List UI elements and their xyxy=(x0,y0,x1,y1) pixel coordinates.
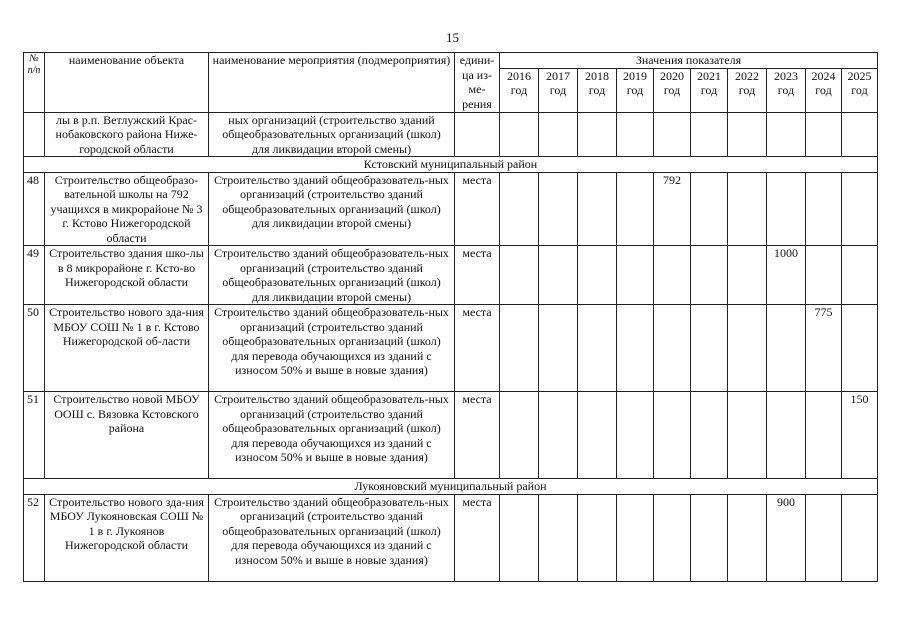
year-value xyxy=(806,392,842,479)
year-value xyxy=(767,392,806,479)
year-value xyxy=(500,392,539,479)
table-row xyxy=(24,305,878,392)
row-num: 49 xyxy=(24,246,45,305)
year-value xyxy=(539,392,578,479)
year-value xyxy=(806,172,842,246)
year-value xyxy=(728,172,767,246)
year-value xyxy=(654,305,691,392)
year-value xyxy=(654,246,691,305)
header-values-group: Значения показателя xyxy=(500,53,878,69)
year-value xyxy=(617,392,654,479)
year-value xyxy=(578,494,617,581)
year-value xyxy=(500,172,539,246)
year-value xyxy=(728,305,767,392)
continuation-row xyxy=(24,112,878,157)
event-name: Строительство зданий общеобразователь-ных организаций (строительство зданий общеобразовательных организаций (школ) для ликвидации второй смены) xyxy=(209,172,455,246)
year-value xyxy=(806,246,842,305)
year-value xyxy=(578,392,617,479)
year-value xyxy=(617,305,654,392)
page-number: 15 xyxy=(446,30,459,45)
object-name: лы в р.п. Ветлужский Крас-нобаковского района Ниже-городской области xyxy=(45,112,209,157)
unit: места xyxy=(455,172,500,246)
unit: места xyxy=(455,494,500,581)
year-value xyxy=(500,494,539,581)
year-value xyxy=(842,305,878,392)
object-name: Строительство здания шко-лы в 8 микрорайоне г. Ксто-во Нижегородской области xyxy=(45,246,209,305)
table-row xyxy=(24,494,878,581)
header-year: 2016 год xyxy=(500,68,539,112)
object-name: Строительство новой МБОУ ООШ с. Вязовка Кстовского района xyxy=(45,392,209,479)
year-value xyxy=(691,392,728,479)
year-value xyxy=(842,494,878,581)
header-unit: едини-ца из-ме-рения xyxy=(455,53,500,113)
section-title: Лукояновский муниципальный район xyxy=(24,479,878,495)
unit: места xyxy=(455,305,500,392)
year-value xyxy=(654,392,691,479)
year-value xyxy=(691,305,728,392)
year-value xyxy=(617,172,654,246)
header-year: 2020 год xyxy=(654,68,691,112)
event-name: Строительство зданий общеобразователь-ных организаций (строительство зданий общеобразовательных организаций (школ) для перевода обучающихся из зданий с износом 50% и выше в новые здания) xyxy=(209,494,455,581)
year-value xyxy=(539,305,578,392)
year-value xyxy=(578,305,617,392)
year-value xyxy=(578,172,617,246)
year-value xyxy=(654,494,691,581)
unit: места xyxy=(455,246,500,305)
year-value xyxy=(691,172,728,246)
year-value xyxy=(728,494,767,581)
year-value: 900 xyxy=(767,494,806,581)
year-value: 1000 xyxy=(767,246,806,305)
year-value xyxy=(539,246,578,305)
header-year: 2018 год xyxy=(578,68,617,112)
row-num xyxy=(24,112,45,157)
year-value xyxy=(691,494,728,581)
header-num: № п/п xyxy=(24,53,45,113)
table-row xyxy=(24,172,878,246)
event-name: ных организаций (строительство зданий общеобразовательных организаций (школ) для ликвидации второй смены) xyxy=(209,112,455,157)
row-num: 50 xyxy=(24,305,45,392)
year-value xyxy=(578,246,617,305)
year-value: 775 xyxy=(806,305,842,392)
object-name: Строительство нового зда-ния МБОУ Лукояновская СОШ № 1 в г. Лукоянов Нижегородской области xyxy=(45,494,209,581)
section-row xyxy=(24,157,878,173)
year-value xyxy=(842,246,878,305)
table-row xyxy=(24,246,878,305)
section-title: Кстовский муниципальный район xyxy=(24,157,878,173)
object-name: Строительство нового зда-ния МБОУ СОШ № 1 в г. Кстово Нижегородской об-ласти xyxy=(45,305,209,392)
row-num: 51 xyxy=(24,392,45,479)
header-year: 2023 год xyxy=(767,68,806,112)
header-year: 2017 год xyxy=(539,68,578,112)
year-value: 792 xyxy=(654,172,691,246)
year-value xyxy=(806,494,842,581)
event-name: Строительство зданий общеобразователь-ных организаций (строительство зданий общеобразовательных организаций (школ) для перевода обучающихся из зданий с износом 50% и выше в новые здания) xyxy=(209,392,455,479)
section-row xyxy=(24,479,878,495)
header-object: наименование объекта xyxy=(45,53,209,113)
event-name: Строительство зданий общеобразователь-ных организаций (строительство зданий общеобразовательных организаций (школ) для перевода обучающихся из зданий с износом 50% и выше в новые здания) xyxy=(209,305,455,392)
unit xyxy=(455,112,500,157)
year-value xyxy=(691,246,728,305)
header-event: наименование мероприятия (подмероприятия) xyxy=(209,53,455,113)
year-value xyxy=(500,246,539,305)
indicators-table xyxy=(23,52,878,582)
row-num: 52 xyxy=(24,494,45,581)
header-year: 2025 год xyxy=(842,68,878,112)
table-row xyxy=(24,392,878,479)
year-value xyxy=(617,494,654,581)
header-year: 2022 год xyxy=(728,68,767,112)
year-value xyxy=(767,305,806,392)
year-value xyxy=(842,172,878,246)
object-name: Строительство общеобразо-вательной школы на 792 учащихся в микрорайоне № 3 г. Кстово Нижегородской области xyxy=(45,172,209,246)
year-value xyxy=(767,172,806,246)
year-value xyxy=(728,246,767,305)
row-num: 48 xyxy=(24,172,45,246)
header-year: 2021 год xyxy=(691,68,728,112)
header-year: 2024 год xyxy=(806,68,842,112)
year-value xyxy=(539,172,578,246)
year-value xyxy=(500,305,539,392)
event-name: Строительство зданий общеобразователь-ных организаций (строительство зданий общеобразовательных организаций (школ) для ликвидации второй смены) xyxy=(209,246,455,305)
year-value xyxy=(728,392,767,479)
year-value xyxy=(539,494,578,581)
unit: места xyxy=(455,392,500,479)
year-value: 150 xyxy=(842,392,878,479)
header-year: 2019 год xyxy=(617,68,654,112)
year-value xyxy=(617,246,654,305)
